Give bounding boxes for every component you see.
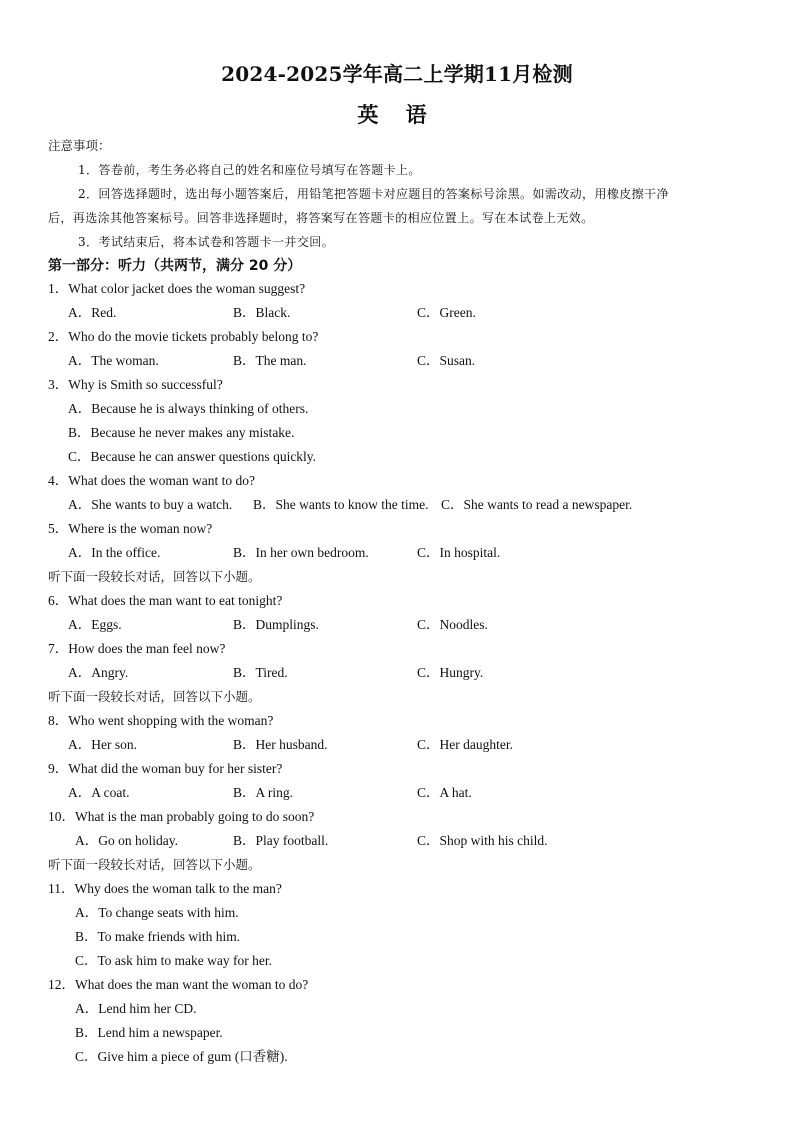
- option-2a: A．The woman.: [68, 353, 159, 368]
- option-12a: A．Lend him her CD.: [75, 1001, 197, 1016]
- option-10a: A．Go on holiday.: [75, 833, 178, 848]
- option-4b: B．She wants to know the time.: [253, 497, 429, 512]
- exam-title: 2024-2025学年高二上学期11月检测: [221, 62, 573, 86]
- notice-item-2-line-1: 2．回答选择题时，选出每小题答案后，用铅笔把答题卡对应题目的答案标号涂黑。如需改动，用橡皮擦干净: [78, 187, 669, 201]
- question-9: 9．What did the woman buy for her sister?: [48, 761, 283, 776]
- option-4a: A．She wants to buy a watch.: [68, 497, 233, 512]
- option-5a: A．In the office.: [68, 545, 161, 560]
- option-11b: B．To make friends with him.: [75, 929, 241, 944]
- option-7c: C．Hungry.: [417, 665, 484, 680]
- option-7b: B．Tired.: [233, 665, 288, 680]
- option-10c: C．Shop with his child.: [417, 833, 548, 848]
- question-3: 3．Why is Smith so successful?: [48, 377, 223, 392]
- option-1c: C．Green.: [417, 305, 476, 320]
- notice-item-2-line-2: 后，再选涂其他答案标号。回答非选择题时，将答案写在答题卡的相应位置上。写在本试卷上无效。: [48, 211, 594, 225]
- option-1a: A．Red.: [68, 305, 117, 320]
- option-8a: A．Her son.: [68, 737, 137, 752]
- section-title: 第一部分：听力（共两节，满分 20 分）: [48, 258, 302, 274]
- option-8c: C．Her daughter.: [417, 737, 513, 752]
- question-2: 2．Who do the movie tickets probably belong to?: [48, 329, 319, 344]
- option-9a: A．A coat.: [68, 785, 130, 800]
- option-12c: C．Give him a piece of gum (口香糖).: [75, 1049, 288, 1064]
- question-8: 8．Who went shopping with the woman?: [48, 713, 274, 728]
- option-3c: C．Because he can answer questions quickly.: [68, 449, 317, 464]
- question-6: 6．What does the man want to eat tonight?: [48, 593, 283, 608]
- notice-item-1: 1．答卷前，考生务必将自己的姓名和座位号填写在答题卡上。: [78, 163, 421, 177]
- question-5: 5．Where is the woman now?: [48, 521, 213, 536]
- option-5c: C．In hospital.: [417, 545, 501, 560]
- question-4: 4．What does the woman want to do?: [48, 473, 255, 488]
- option-2b: B．The man.: [233, 353, 307, 368]
- option-4c: C．She wants to read a newspaper.: [441, 497, 633, 512]
- option-9b: B．A ring.: [233, 785, 294, 800]
- option-6b: B．Dumplings.: [233, 617, 319, 632]
- long-dialogue-instruction-1: 听下面一段较长对话，回答以下小题。: [48, 569, 261, 584]
- notice-heading: 注意事项：: [48, 138, 111, 153]
- long-dialogue-instruction-2: 听下面一段较长对话，回答以下小题。: [48, 689, 261, 704]
- option-7a: A．Angry.: [68, 665, 129, 680]
- option-2c: C．Susan.: [417, 353, 476, 368]
- option-8b: B．Her husband.: [233, 737, 328, 752]
- option-11a: A．To change seats with him.: [75, 905, 239, 920]
- question-1: 1．What color jacket does the woman suggest?: [48, 281, 306, 296]
- notice-item-3: 3．考试结束后，将本试卷和答题卡一并交回。: [78, 235, 335, 249]
- question-11: 11．Why does the woman talk to the man?: [48, 881, 282, 896]
- option-11c: C．To ask him to make way for her.: [75, 953, 273, 968]
- option-12b: B．Lend him a newspaper.: [75, 1025, 223, 1040]
- option-10b: B．Play football.: [233, 833, 329, 848]
- option-3a: A．Because he is always thinking of others.: [68, 401, 309, 416]
- question-12: 12．What does the man want the woman to do?: [48, 977, 309, 992]
- subject-title: 英 语: [357, 102, 437, 127]
- question-7: 7．How does the man feel now?: [48, 641, 226, 656]
- option-5b: B．In her own bedroom.: [233, 545, 369, 560]
- long-dialogue-instruction-3: 听下面一段较长对话，回答以下小题。: [48, 857, 261, 872]
- option-9c: C．A hat.: [417, 785, 472, 800]
- question-10: 10．What is the man probably going to do soon?: [48, 809, 315, 824]
- option-6a: A．Eggs.: [68, 617, 122, 632]
- option-6c: C．Noodles.: [417, 617, 488, 632]
- option-3b: B．Because he never makes any mistake.: [68, 425, 295, 440]
- option-1b: B．Black.: [233, 305, 291, 320]
